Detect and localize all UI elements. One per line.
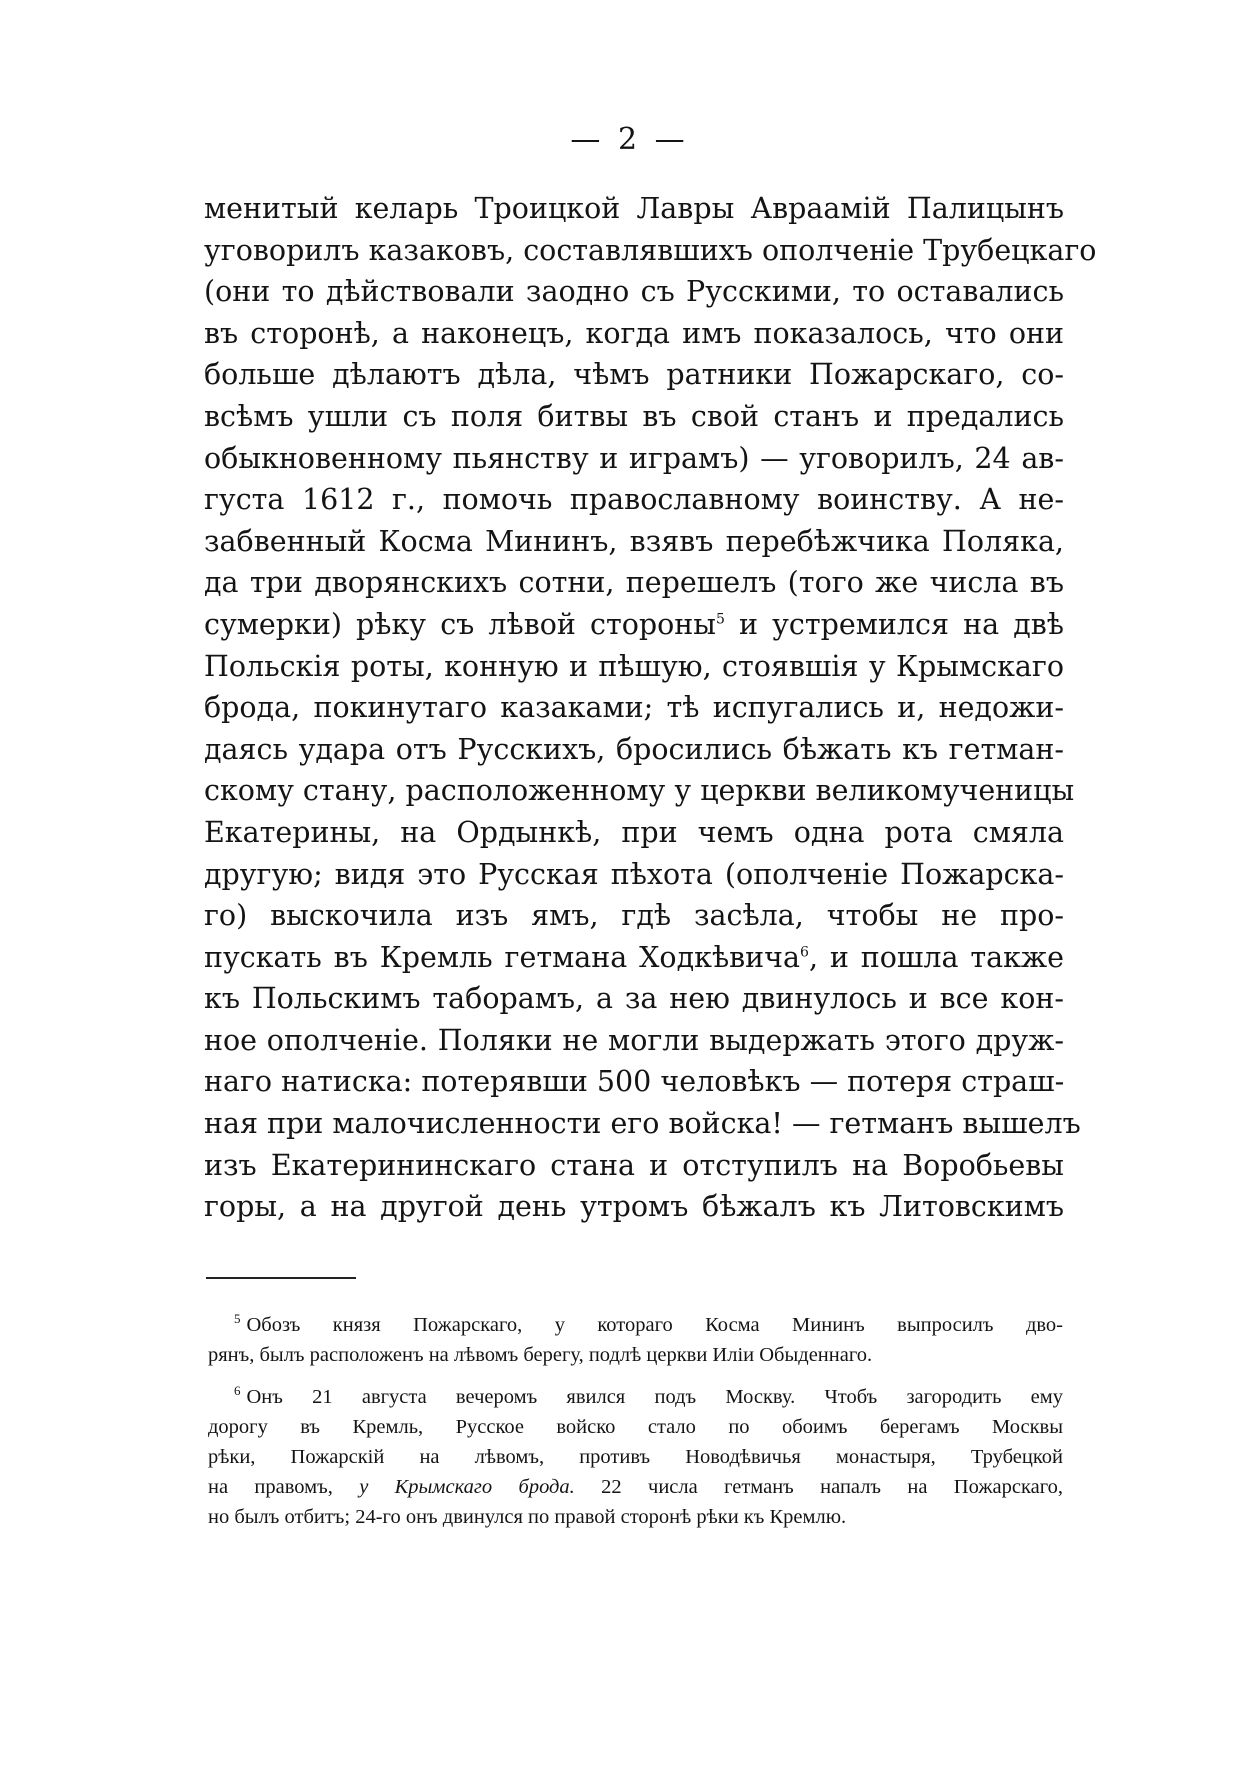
body-line: Польскія роты, конную и пѣшую, стоявшія у Крымскаго bbox=[204, 649, 1064, 683]
footnote-text: 22 числа гетманъ напалъ на Пожарскаго, bbox=[574, 1476, 1063, 1498]
body-line: уговорилъ казаковъ, составлявшихъ ополченіе Трубецкаго bbox=[204, 233, 1097, 267]
body-line: густа 1612 г., помочь православному воинству. А не- bbox=[204, 483, 1064, 517]
body-line-text: сумерки) рѣку съ лѣвой стороны bbox=[204, 607, 716, 641]
body-line: въ сторонѣ, а наконецъ, когда имъ показалось, что они bbox=[204, 316, 1064, 350]
page-number: — 2 — bbox=[570, 122, 689, 157]
body-line: скому стану, расположенному у церкви великомученицы bbox=[204, 774, 1075, 808]
body-line-with-footnote-ref bbox=[204, 604, 1064, 646]
body-line: Екатерины, на Ордынкѣ, при чемъ одна рота смяла bbox=[204, 815, 1064, 849]
footnote-5 bbox=[208, 1310, 1063, 1370]
body-line: менитый келарь Троицкой Лавры Авраамій Палицынъ bbox=[204, 192, 1064, 225]
body-line: го) выскочила изъ ямъ, гдѣ засѣла, чтобы не про- bbox=[204, 899, 1064, 933]
footnote-mark: 5 bbox=[234, 1311, 241, 1327]
footnote-reference-5[interactable]: 5 bbox=[716, 611, 725, 628]
body-line-text: и устремился на двѣ bbox=[724, 607, 1064, 641]
body-line: забвенный Косма Мининъ, взявъ перебѣжчика Поляка, bbox=[204, 524, 1064, 558]
body-line: горы, а на другой день утромъ бѣжалъ къ Литовскимъ bbox=[204, 1190, 1064, 1224]
footnote-text: Обозъ князя Пожарскаго, у котораго Косма Мининъ выпросилъ дво- bbox=[246, 1314, 1063, 1336]
body-line: изъ Екатерининскаго стана и отступилъ на Воробьевы bbox=[204, 1148, 1064, 1182]
footnote-line: рянъ, былъ расположенъ на лѣвомъ берегу, подлѣ церкви Иліи Обыденнаго. bbox=[208, 1344, 873, 1366]
main-text-body bbox=[204, 188, 1097, 1228]
body-line-text: , и пошла также bbox=[808, 940, 1065, 974]
body-line: ное ополченіе. Поляки не могли выдержать этого друж- bbox=[204, 1023, 1064, 1057]
body-line-with-footnote-ref bbox=[204, 937, 1064, 979]
footnote-line: рѣки, Пожарскій на лѣвомъ, противъ Новодѣвичья монастыря, Трубецкой bbox=[208, 1446, 1063, 1468]
footnote-gap bbox=[208, 1370, 1063, 1382]
footnote-text: Онъ 21 августа вечеромъ явился подъ Москву. Чтобъ загородить ему bbox=[246, 1386, 1063, 1408]
body-line: да три дворянскихъ сотни, перешелъ (того же числа въ bbox=[204, 566, 1064, 600]
footnote-italic-text: у Крымскаго брода. bbox=[359, 1476, 575, 1498]
footnote-6 bbox=[208, 1382, 1063, 1532]
body-line: обыкновенному пьянству и играмъ) — уговорилъ, 24 ав- bbox=[204, 441, 1064, 475]
footnote-separator-rule bbox=[206, 1277, 356, 1279]
body-line: къ Польскимъ таборамъ, а за нею двинулось и все кон- bbox=[204, 982, 1064, 1016]
footnote-line: дорогу въ Кремль, Русское войско стало по обоимъ берегамъ Москвы bbox=[208, 1416, 1063, 1438]
body-line: ная при малочисленности его войска! — гетманъ вышелъ bbox=[204, 1107, 1081, 1141]
body-line: всѣмъ ушли съ поля битвы въ свой станъ и предались bbox=[204, 399, 1064, 433]
body-line: (они то дѣйствовали заодно съ Русскими, то оставались bbox=[204, 275, 1064, 309]
footnote-reference-6[interactable]: 6 bbox=[800, 944, 809, 961]
footnote-line: но былъ отбитъ; 24-го онъ двинулся по правой сторонѣ рѣки къ Кремлю. bbox=[208, 1506, 847, 1528]
body-line: брода, покинутаго казаками; тѣ испугались и, недожи- bbox=[204, 691, 1064, 725]
body-line: больше дѣлаютъ дѣла, чѣмъ ратники Пожарскаго, со- bbox=[204, 358, 1064, 392]
footnote-line bbox=[208, 1310, 1063, 1340]
footnote-text: на правомъ, bbox=[208, 1476, 360, 1498]
footnote-line bbox=[208, 1382, 1063, 1412]
body-line: другую; видя это Русская пѣхота (ополченіе Пожарска- bbox=[204, 857, 1064, 891]
footnote-mark: 6 bbox=[234, 1383, 241, 1399]
footnotes-section bbox=[208, 1310, 1063, 1532]
footnote-line bbox=[208, 1472, 1063, 1502]
body-line: наго натиска: потерявши 500 человѣкъ — потеря страш- bbox=[204, 1065, 1065, 1099]
body-line-text: пускать въ Кремль гетмана Ходкѣвича bbox=[204, 940, 801, 974]
body-line: даясь удара отъ Русскихъ, бросились бѣжать къ гетман- bbox=[204, 732, 1064, 766]
